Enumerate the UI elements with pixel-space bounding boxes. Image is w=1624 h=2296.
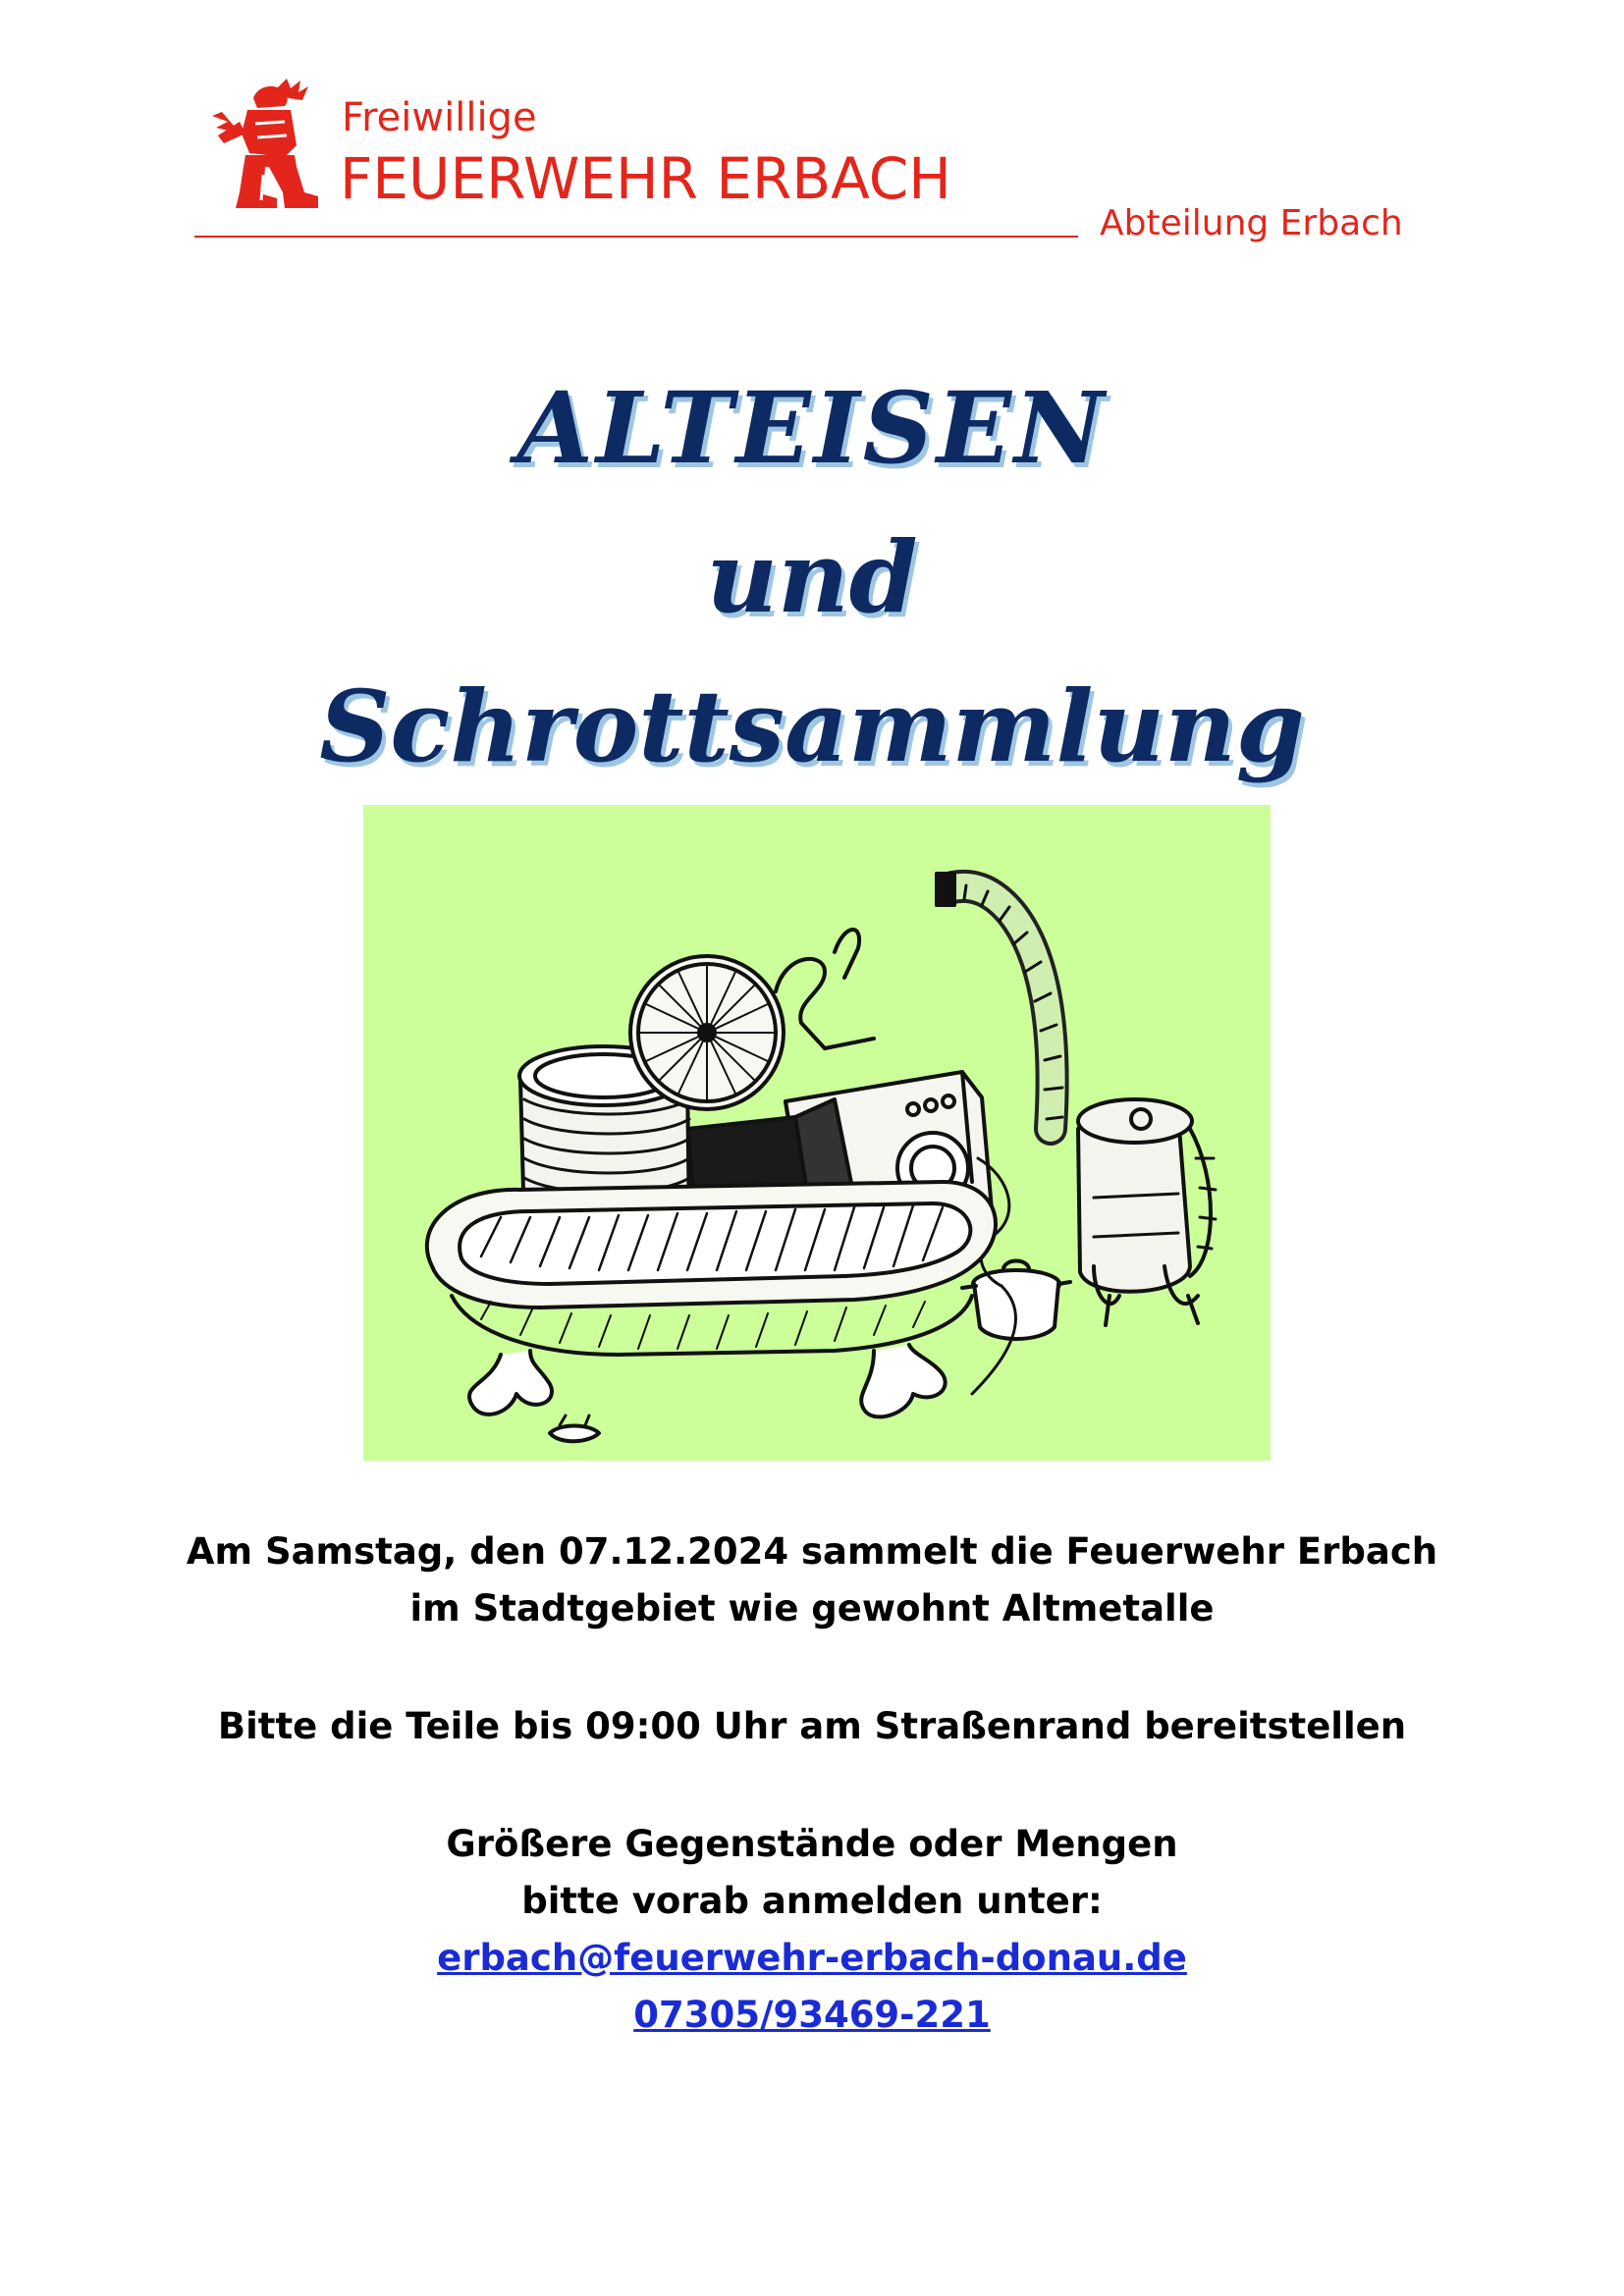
spacer: [0, 1637, 1624, 1698]
title-line-schrottsammlung: Schrottsammlung: [319, 668, 1305, 784]
scrap-metal-illustration-icon: [363, 805, 1271, 1461]
announcement-line-register: bitte vorab anmelden unter:: [521, 1880, 1103, 1922]
title-line-alteisen: ALTEISEN: [516, 370, 1108, 486]
announcement-line-date: Am Samstag, den 07.12.2024 sammelt die Feuerwehr Erbach: [186, 1530, 1438, 1573]
email-link[interactable]: erbach@feuerwehr-erbach-donau.de: [437, 1937, 1187, 1979]
spacer: [0, 1755, 1624, 1816]
poster-title: [0, 353, 1624, 801]
announcement-line-time: Bitte die Teile bis 09:00 Uhr am Straßenrand bereitstellen: [217, 1705, 1407, 1747]
title-line-und: und: [706, 519, 918, 635]
letterhead: [0, 0, 1624, 255]
announcement-line-area: im Stadtgebiet wie gewohnt Altmetalle: [409, 1587, 1215, 1629]
header-divider: [194, 236, 1078, 238]
brand-line-freiwillige: Freiwillige: [342, 95, 537, 140]
department-label: Abteilung Erbach: [1100, 203, 1403, 243]
phone-link[interactable]: 07305/93469-221: [633, 1994, 991, 2036]
scrap-metal-illustration: [363, 805, 1271, 1461]
firefighter-logo-icon: [206, 77, 324, 212]
announcement-body: [0, 1523, 1624, 2044]
announcement-line-larger-items: Größere Gegenstände oder Mengen: [446, 1823, 1178, 1865]
brand-line-feuerwehr-erbach: FEUERWEHR ERBACH: [340, 145, 951, 212]
